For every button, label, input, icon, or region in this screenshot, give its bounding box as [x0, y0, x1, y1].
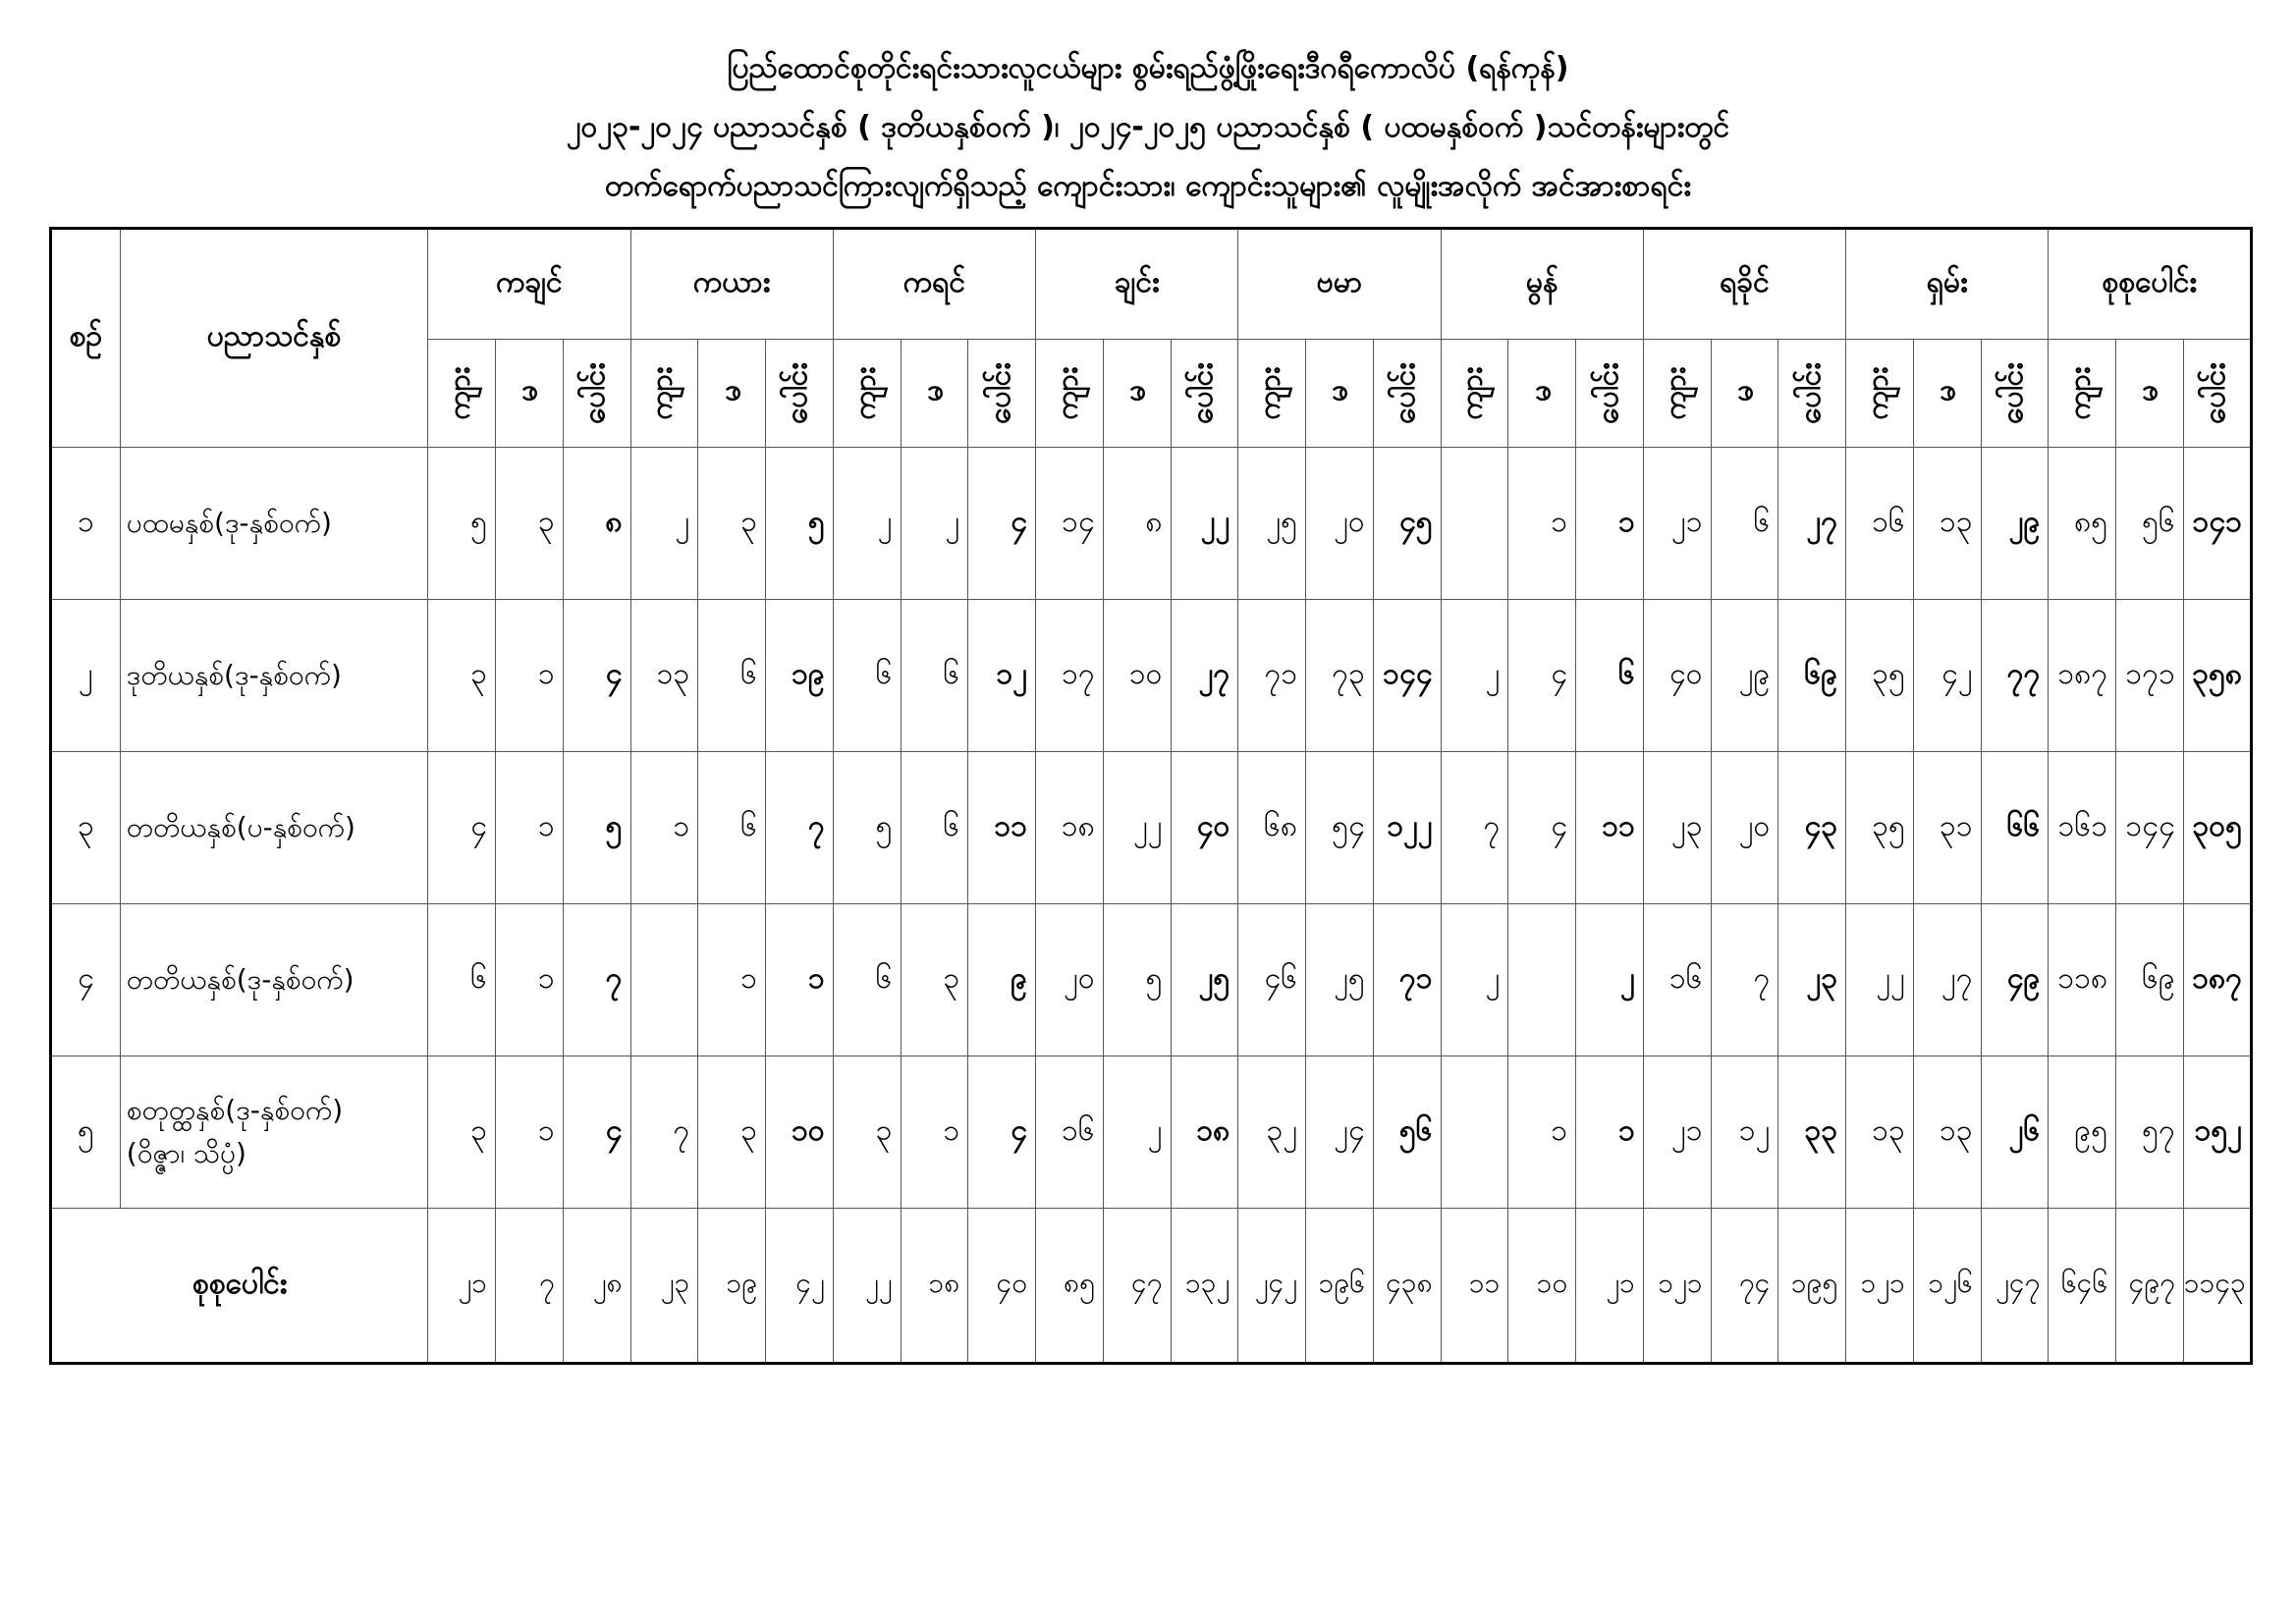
header-sub-total — [1171, 340, 1238, 448]
table-cell: ၂၆ — [1981, 1056, 2049, 1209]
total-cell: ၂၁ — [428, 1209, 496, 1364]
total-cell: ၁၂၆ — [1913, 1209, 1981, 1364]
table-cell: ၂၁ — [1643, 1056, 1711, 1209]
table-cell: ၄ — [1508, 600, 1576, 752]
table-cell: ၄ — [1508, 752, 1576, 904]
header-sub-label: ကျား — [2062, 366, 2098, 420]
row-year-line: ဒုတိယနှစ်(ဒု-နှစ်ဝက်) — [126, 659, 342, 691]
table-cell: ၂ — [1441, 904, 1508, 1056]
table-cell: ၈ — [563, 448, 630, 600]
total-row — [51, 1209, 2252, 1364]
table-cell: ၇၃ — [1306, 600, 1374, 752]
header-sub-female — [496, 340, 564, 448]
header-group: ကရင် — [833, 229, 1035, 340]
header-sub-total — [1576, 340, 1644, 448]
table-row — [51, 752, 2252, 904]
header-group: ကယား — [630, 229, 833, 340]
table-cell: ၇၁ — [1373, 904, 1441, 1056]
table-cell: ၃ — [496, 448, 564, 600]
header-sub-male — [2049, 340, 2116, 448]
table-cell: ၄ — [968, 448, 1036, 600]
table-cell: ၂ — [901, 448, 968, 600]
table-cell: ၄၃ — [1778, 752, 1846, 904]
header-sub-label: ကျား — [1454, 366, 1490, 420]
row-number: ၂ — [51, 600, 121, 752]
table-cell: ၆ — [901, 600, 968, 752]
table-cell: ၁၂၂ — [1373, 752, 1441, 904]
table-cell: ၂၉ — [1981, 448, 2049, 600]
table-cell: ၁၄၁ — [2183, 448, 2251, 600]
table-cell: ၆ — [698, 600, 766, 752]
table-cell: ၃၅၈ — [2183, 600, 2251, 752]
header-sub-label: မ — [510, 384, 545, 403]
table-cell: ၂၇ — [1171, 600, 1238, 752]
total-cell: ၁၃၂ — [1171, 1209, 1238, 1364]
table-cell: ၂ — [630, 448, 698, 600]
row-year-line: (ဝိဇ္ဇာ၊ သိပ္ပံ) — [126, 1137, 246, 1169]
total-cell: ၄၃၈ — [1373, 1209, 1441, 1364]
row-year-line: တတိယနှစ်(ဒု-နှစ်ဝက်) — [126, 963, 355, 996]
total-cell: ၂၃ — [630, 1209, 698, 1364]
table-cell — [1508, 904, 1576, 1056]
table-cell: ၈၅ — [2049, 448, 2116, 600]
total-cell: ၈၅ — [1036, 1209, 1104, 1364]
header-sub-male — [1441, 340, 1508, 448]
header-group: ချင်း — [1036, 229, 1238, 340]
table-cell: ၁၂ — [968, 600, 1036, 752]
table-cell: ၃၂ — [1238, 1056, 1306, 1209]
table-cell: ၃ — [698, 448, 766, 600]
table-cell: ၁၁ — [1576, 752, 1644, 904]
table-cell: ၅ — [428, 448, 496, 600]
total-cell: ၂၂ — [833, 1209, 901, 1364]
header-sub-label: မ — [1928, 384, 1963, 403]
table-cell: ၃ — [428, 600, 496, 752]
header-sub-female — [698, 340, 766, 448]
table-cell: ၅ — [766, 448, 834, 600]
table-cell: ၂ — [833, 448, 901, 600]
table-cell: ၅၆ — [2116, 448, 2184, 600]
row-year-line: ပထမနှစ်(ဒု-နှစ်ဝက်) — [126, 507, 332, 539]
table-cell: ၃ — [698, 1056, 766, 1209]
table-cell: ၆၈ — [1238, 752, 1306, 904]
table-cell: ၂၂ — [1846, 904, 1914, 1056]
table-cell: ၂ — [1576, 904, 1644, 1056]
table-cell: ၂၂ — [1103, 752, 1171, 904]
header-group: ဗမာ — [1238, 229, 1441, 340]
header-sub-female — [1103, 340, 1171, 448]
table-cell: ၅ — [833, 752, 901, 904]
enrollment-table — [49, 227, 2253, 1365]
table-cell: ၁၁၈ — [2049, 904, 2116, 1056]
header-sub-female — [2116, 340, 2184, 448]
table-cell: ၂၀ — [1306, 448, 1374, 600]
header-group: ရှမ်း — [1846, 229, 2049, 340]
table-cell: ၂၀ — [1036, 904, 1104, 1056]
table-cell: ၄၂ — [1913, 600, 1981, 752]
table-cell: ၁၃ — [1846, 1056, 1914, 1209]
table-cell: ၃၀၅ — [2183, 752, 2251, 904]
table-header — [51, 229, 2252, 448]
header-sub-label: ကျား — [1050, 366, 1085, 420]
table-cell: ၂ — [1103, 1056, 1171, 1209]
table-cell: ၁၇ — [1036, 600, 1104, 752]
header-year: ပညာသင်နှစ် — [120, 229, 427, 448]
row-year — [120, 448, 427, 600]
table-cell: ၇ — [1441, 752, 1508, 904]
table-cell: ၄၅ — [1373, 448, 1441, 600]
table-cell: ၂၁ — [1643, 448, 1711, 600]
table-row — [51, 600, 2252, 752]
total-cell: ၄၉၇ — [2116, 1209, 2184, 1364]
header-no: စဉ် — [51, 229, 121, 448]
table-cell: ၆ — [428, 904, 496, 1056]
table-cell: ၂၄ — [1306, 1056, 1374, 1209]
table-cell: ၁ — [766, 904, 834, 1056]
header-sub-label: ကျား — [847, 366, 883, 420]
table-cell: ၄ — [428, 752, 496, 904]
header-sub-male — [630, 340, 698, 448]
table-cell: ၁၅၂ — [2183, 1056, 2251, 1209]
table-cell: ၂၅ — [1306, 904, 1374, 1056]
table-cell: ၁၀ — [1103, 600, 1171, 752]
table-cell: ၂၅ — [1171, 904, 1238, 1056]
header-sub-label: မ — [1118, 384, 1153, 403]
table-cell: ၁ — [1576, 1056, 1644, 1209]
table-cell: ၁၈ — [1036, 752, 1104, 904]
header-sub-label: ပေါင်း — [1388, 362, 1423, 424]
table-cell: ၁ — [1508, 1056, 1576, 1209]
table-cell: ၄၀ — [1171, 752, 1238, 904]
table-cell: ၁၆ — [1036, 1056, 1104, 1209]
header-group: ရခိုင် — [1643, 229, 1845, 340]
header-sub-total — [766, 340, 834, 448]
table-row — [51, 448, 2252, 600]
table-cell: ၁၉ — [766, 600, 834, 752]
table-cell: ၁၆ — [1846, 448, 1914, 600]
total-cell: ၆၄၆ — [2049, 1209, 2116, 1364]
header-sub-total — [2183, 340, 2251, 448]
total-cell: ၁၁ — [1441, 1209, 1508, 1364]
table-row — [51, 904, 2252, 1056]
table-cell: ၂၇ — [1913, 904, 1981, 1056]
table-cell: ၇၁ — [1238, 600, 1306, 752]
table-cell: ၁၈၇ — [2049, 600, 2116, 752]
document-title-block — [0, 39, 2296, 216]
table-cell: ၄၀ — [1643, 600, 1711, 752]
total-cell: ၂၁ — [1576, 1209, 1644, 1364]
table-cell: ၂၃ — [1778, 904, 1846, 1056]
table-cell: ၉ — [968, 904, 1036, 1056]
table-cell: ၄ — [968, 1056, 1036, 1209]
total-cell: ၂၈ — [563, 1209, 630, 1364]
header-sub-label: မ — [2130, 384, 2165, 403]
header-sub-label: ကျား — [1252, 366, 1287, 420]
row-number: ၅ — [51, 1056, 121, 1209]
table-cell: ၁၄၄ — [1373, 600, 1441, 752]
table-cell — [1441, 448, 1508, 600]
header-sub-female — [1508, 340, 1576, 448]
table-cell: ၂ — [1441, 600, 1508, 752]
header-sub-label: ပေါင်း — [1590, 362, 1625, 424]
table-cell: ၁ — [1508, 448, 1576, 600]
header-sub-male — [1643, 340, 1711, 448]
header-sub-label: ပေါင်း — [577, 362, 613, 424]
table-cell: ၂၀ — [1711, 752, 1778, 904]
table-cell: ၃ — [833, 1056, 901, 1209]
header-sub-male — [1036, 340, 1104, 448]
table-cell: ၆၉ — [1778, 600, 1846, 752]
header-sub-male — [1846, 340, 1914, 448]
table-cell: ၁၂ — [1711, 1056, 1778, 1209]
header-sub-male — [428, 340, 496, 448]
total-cell: ၁၂၁ — [1643, 1209, 1711, 1364]
header-sub-label: မ — [1724, 384, 1760, 403]
header-sub-label: ပေါင်း — [982, 362, 1017, 424]
table-cell: ၆၉ — [2116, 904, 2184, 1056]
header-sub-label: မ — [914, 384, 950, 403]
table-cell: ၁၃ — [1913, 448, 1981, 600]
table-cell: ၅၄ — [1306, 752, 1374, 904]
header-sub-total — [1981, 340, 2049, 448]
header-sub-male — [833, 340, 901, 448]
row-number: ၁ — [51, 448, 121, 600]
header-sub-label: မ — [1320, 384, 1355, 403]
table-cell: ၁ — [698, 904, 766, 1056]
table-row — [51, 1056, 2252, 1209]
table-cell: ၁၃ — [630, 600, 698, 752]
table-cell: ၆ — [833, 600, 901, 752]
table-cell: ၁ — [1576, 448, 1644, 600]
total-cell: ၂၄၂ — [1238, 1209, 1306, 1364]
total-cell: ၁၀ — [1508, 1209, 1576, 1364]
total-cell: ၇၄ — [1711, 1209, 1778, 1364]
table-body — [51, 448, 2252, 1364]
total-cell: ၁၂၁ — [1846, 1209, 1914, 1364]
table-cell: ၅၇ — [2116, 1056, 2184, 1209]
table-cell: ၃၅ — [1846, 752, 1914, 904]
table-cell: ၁၄ — [1036, 448, 1104, 600]
total-cell: ၂၄၇ — [1981, 1209, 2049, 1364]
total-cell: ၄၂ — [766, 1209, 834, 1364]
row-year — [120, 600, 427, 752]
table-cell: ၉၅ — [2049, 1056, 2116, 1209]
table-cell: ၇ — [563, 904, 630, 1056]
header-sub-label: ပေါင်း — [780, 362, 815, 424]
total-cell: ၁၈ — [901, 1209, 968, 1364]
total-cell: ၁၉၆ — [1306, 1209, 1374, 1364]
header-sub-total — [563, 340, 630, 448]
table-cell: ၂၅ — [1238, 448, 1306, 600]
table-cell: ၅ — [563, 752, 630, 904]
table-cell: ၃၅ — [1846, 600, 1914, 752]
table-cell: ၁ — [496, 1056, 564, 1209]
header-sub-female — [901, 340, 968, 448]
total-cell: ၁၁၄၃ — [2183, 1209, 2251, 1364]
row-year-line: တတိယနှစ်(ပ-နှစ်ဝက်) — [126, 811, 355, 843]
table-cell: ၁၆ — [1643, 904, 1711, 1056]
header-sub-label: ကျား — [442, 366, 477, 420]
table-cell: ၄ — [563, 1056, 630, 1209]
header-sub-label: ပေါင်း — [2197, 362, 2232, 424]
title-line-1: ပြည်ထောင်စုတိုင်းရင်းသားလူငယ်များ စွမ်းရည်ဖွံ့ဖြိုးရေးဒီဂရီကောလိပ် (ရန်ကုန်) — [727, 51, 1569, 85]
table-cell: ၁၄၄ — [2116, 752, 2184, 904]
row-year — [120, 752, 427, 904]
header-sub-total — [1778, 340, 1846, 448]
table-cell: ၂၉ — [1711, 600, 1778, 752]
header-sub-label: ပေါင်း — [1792, 362, 1828, 424]
table-cell: ၁၇၁ — [2116, 600, 2184, 752]
table-cell: ၆ — [698, 752, 766, 904]
table-cell: ၄၆ — [1238, 904, 1306, 1056]
table-cell: ၅၆ — [1373, 1056, 1441, 1209]
table-cell: ၇၇ — [1981, 600, 2049, 752]
total-label: စုစုပေါင်း — [51, 1209, 428, 1364]
row-number: ၃ — [51, 752, 121, 904]
table-cell: ၆ — [1576, 600, 1644, 752]
table-cell: ၃၃ — [1778, 1056, 1846, 1209]
table-cell: ၂၃ — [1643, 752, 1711, 904]
header-sub-label: ကျား — [1658, 366, 1693, 420]
table-cell: ၁ — [496, 904, 564, 1056]
table-cell: ၁၀ — [766, 1056, 834, 1209]
table-cell: ၁ — [630, 752, 698, 904]
table-cell: ၂၂ — [1171, 448, 1238, 600]
row-year — [120, 1056, 427, 1209]
table-cell: ၃ — [901, 904, 968, 1056]
header-group: စုစုပေါင်း — [2049, 229, 2252, 340]
header-sub-male — [1238, 340, 1306, 448]
table-cell: ၇ — [630, 1056, 698, 1209]
header-sub-total — [968, 340, 1036, 448]
table-cell: ၁၈၇ — [2183, 904, 2251, 1056]
table-cell: ၆ — [833, 904, 901, 1056]
header-sub-label: မ — [712, 384, 747, 403]
table-cell: ၇ — [766, 752, 834, 904]
header-sub-female — [1711, 340, 1778, 448]
table-cell: ၁၆၁ — [2049, 752, 2116, 904]
header-sub-label: ကျား — [1860, 366, 1895, 420]
table-cell: ၂၇ — [1778, 448, 1846, 600]
table-cell: ၃၁ — [1913, 752, 1981, 904]
title-line-3: တက်ရောက်ပညာသင်ကြားလျက်ရှိသည့် ကျောင်းသား၊ ကျောင်းသူများ၏ လူမျိုးအလိုက် အင်အားစာရင်း — [605, 169, 1691, 203]
table-cell: ၇ — [1711, 904, 1778, 1056]
header-sub-total — [1373, 340, 1441, 448]
total-cell: ၄၇ — [1103, 1209, 1171, 1364]
table-cell: ၁၃ — [1913, 1056, 1981, 1209]
header-sub-label: ပေါင်း — [1995, 362, 2030, 424]
header-sub-label: ကျား — [644, 366, 680, 420]
header-group: ကချင် — [428, 229, 630, 340]
total-cell: ၄၀ — [968, 1209, 1036, 1364]
table-cell: ၅ — [1103, 904, 1171, 1056]
total-cell: ၇ — [496, 1209, 564, 1364]
table-cell — [1441, 1056, 1508, 1209]
table-cell: ၁ — [901, 1056, 968, 1209]
header-sub-female — [1913, 340, 1981, 448]
table-cell: ၆ — [901, 752, 968, 904]
table-cell: ၈ — [1103, 448, 1171, 600]
table-cell: ၁ — [496, 600, 564, 752]
header-sub-label: မ — [1522, 384, 1558, 403]
total-cell: ၁၉ — [698, 1209, 766, 1364]
header-sub-female — [1306, 340, 1374, 448]
table-cell: ၃ — [428, 1056, 496, 1209]
header-group: မွန် — [1441, 229, 1643, 340]
table-cell: ၁၈ — [1171, 1056, 1238, 1209]
table-cell: ၄၉ — [1981, 904, 2049, 1056]
table-cell: ၆ — [1711, 448, 1778, 600]
table-cell: ၆၆ — [1981, 752, 2049, 904]
title-line-2: ၂၀၂၃-၂၀၂၄ ပညာသင်နှစ် ( ဒုတိယနှစ်ဝက် )၊ ၂၀၂၄-၂၀၂၅ ပညာသင်နှစ် ( ပထမနှစ်ဝက် )သင်တန်းများတွင် — [566, 110, 1730, 144]
row-year — [120, 904, 427, 1056]
table-cell: ၁ — [496, 752, 564, 904]
row-year-line: စတုတ္ထနှစ်(ဒု-နှစ်ဝက်) — [126, 1094, 344, 1126]
table-cell: ၁၁ — [968, 752, 1036, 904]
table-cell: ၄ — [563, 600, 630, 752]
row-number: ၄ — [51, 904, 121, 1056]
header-sub-label: ပေါင်း — [1184, 362, 1220, 424]
total-cell: ၁၉၅ — [1778, 1209, 1846, 1364]
table-cell — [630, 904, 698, 1056]
